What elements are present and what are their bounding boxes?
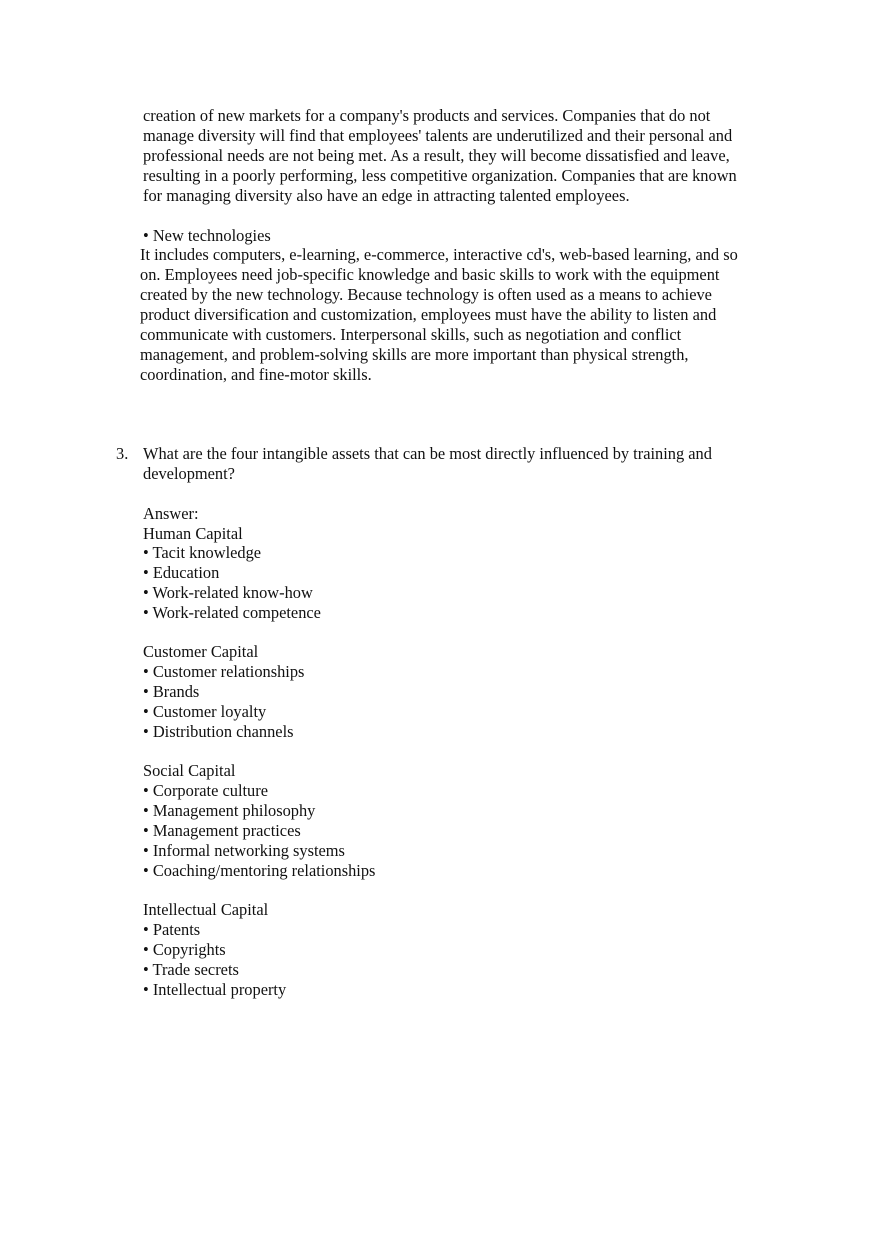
- list-item: • Work-related know-how: [143, 583, 313, 602]
- question-text-line: development?: [143, 464, 235, 483]
- list-item: • Customer loyalty: [143, 702, 267, 721]
- question-text-line: What are the four intangible assets that can be most directly influenced by training and: [143, 444, 712, 463]
- list-item: • Education: [143, 563, 220, 582]
- list-item: • Tacit knowledge: [143, 543, 262, 562]
- new-technologies-line: product diversification and customization, employees must have the ability to listen and: [140, 305, 717, 324]
- question-number: 3.: [116, 444, 129, 463]
- list-item: • Copyrights: [143, 940, 226, 959]
- new-technologies-line: communicate with customers. Interpersonal skills, such as negotiation and conflict: [140, 325, 682, 344]
- diversity-paragraph-line: for managing diversity also have an edge in attracting talented employees.: [143, 186, 630, 205]
- group-title-customer-capital: Customer Capital: [143, 642, 259, 661]
- list-item: • Informal networking systems: [143, 841, 345, 860]
- list-item: • Intellectual property: [143, 980, 287, 999]
- group-title-intellectual-capital: Intellectual Capital: [143, 900, 269, 919]
- new-technologies-line: It includes computers, e-learning, e-commerce, interactive cd's, web-based learning, and so: [140, 245, 738, 264]
- new-technologies-line: created by the new technology. Because technology is often used as a means to achieve: [140, 285, 712, 304]
- diversity-paragraph-line: manage diversity will find that employees' talents are underutilized and their personal and: [143, 126, 733, 145]
- list-item: • Trade secrets: [143, 960, 239, 979]
- list-item: • Distribution channels: [143, 722, 294, 741]
- group-title-human-capital: Human Capital: [143, 524, 243, 543]
- list-item: • Brands: [143, 682, 200, 701]
- group-title-social-capital: Social Capital: [143, 761, 236, 780]
- list-item: • Coaching/mentoring relationships: [143, 861, 376, 880]
- diversity-paragraph-line: creation of new markets for a company's products and services. Companies that do not: [143, 106, 711, 125]
- new-technologies-line: management, and problem-solving skills are more important than physical strength,: [140, 345, 689, 364]
- diversity-paragraph-line: resulting in a poorly performing, less competitive organization. Companies that are known: [143, 166, 737, 185]
- list-item: • Corporate culture: [143, 781, 268, 800]
- list-item: • Work-related competence: [143, 603, 321, 622]
- new-technologies-line: on. Employees need job-specific knowledge and basic skills to work with the equipment: [140, 265, 720, 284]
- answer-label: Answer:: [143, 504, 199, 523]
- list-item: • Management practices: [143, 821, 301, 840]
- new-technologies-line: coordination, and fine-motor skills.: [140, 365, 372, 384]
- list-item: • Patents: [143, 920, 201, 939]
- new-technologies-heading: • New technologies: [143, 226, 271, 245]
- list-item: • Customer relationships: [143, 662, 305, 681]
- diversity-paragraph-line: professional needs are not being met. As a result, they will become dissatisfied and leave,: [143, 146, 730, 165]
- list-item: • Management philosophy: [143, 801, 316, 820]
